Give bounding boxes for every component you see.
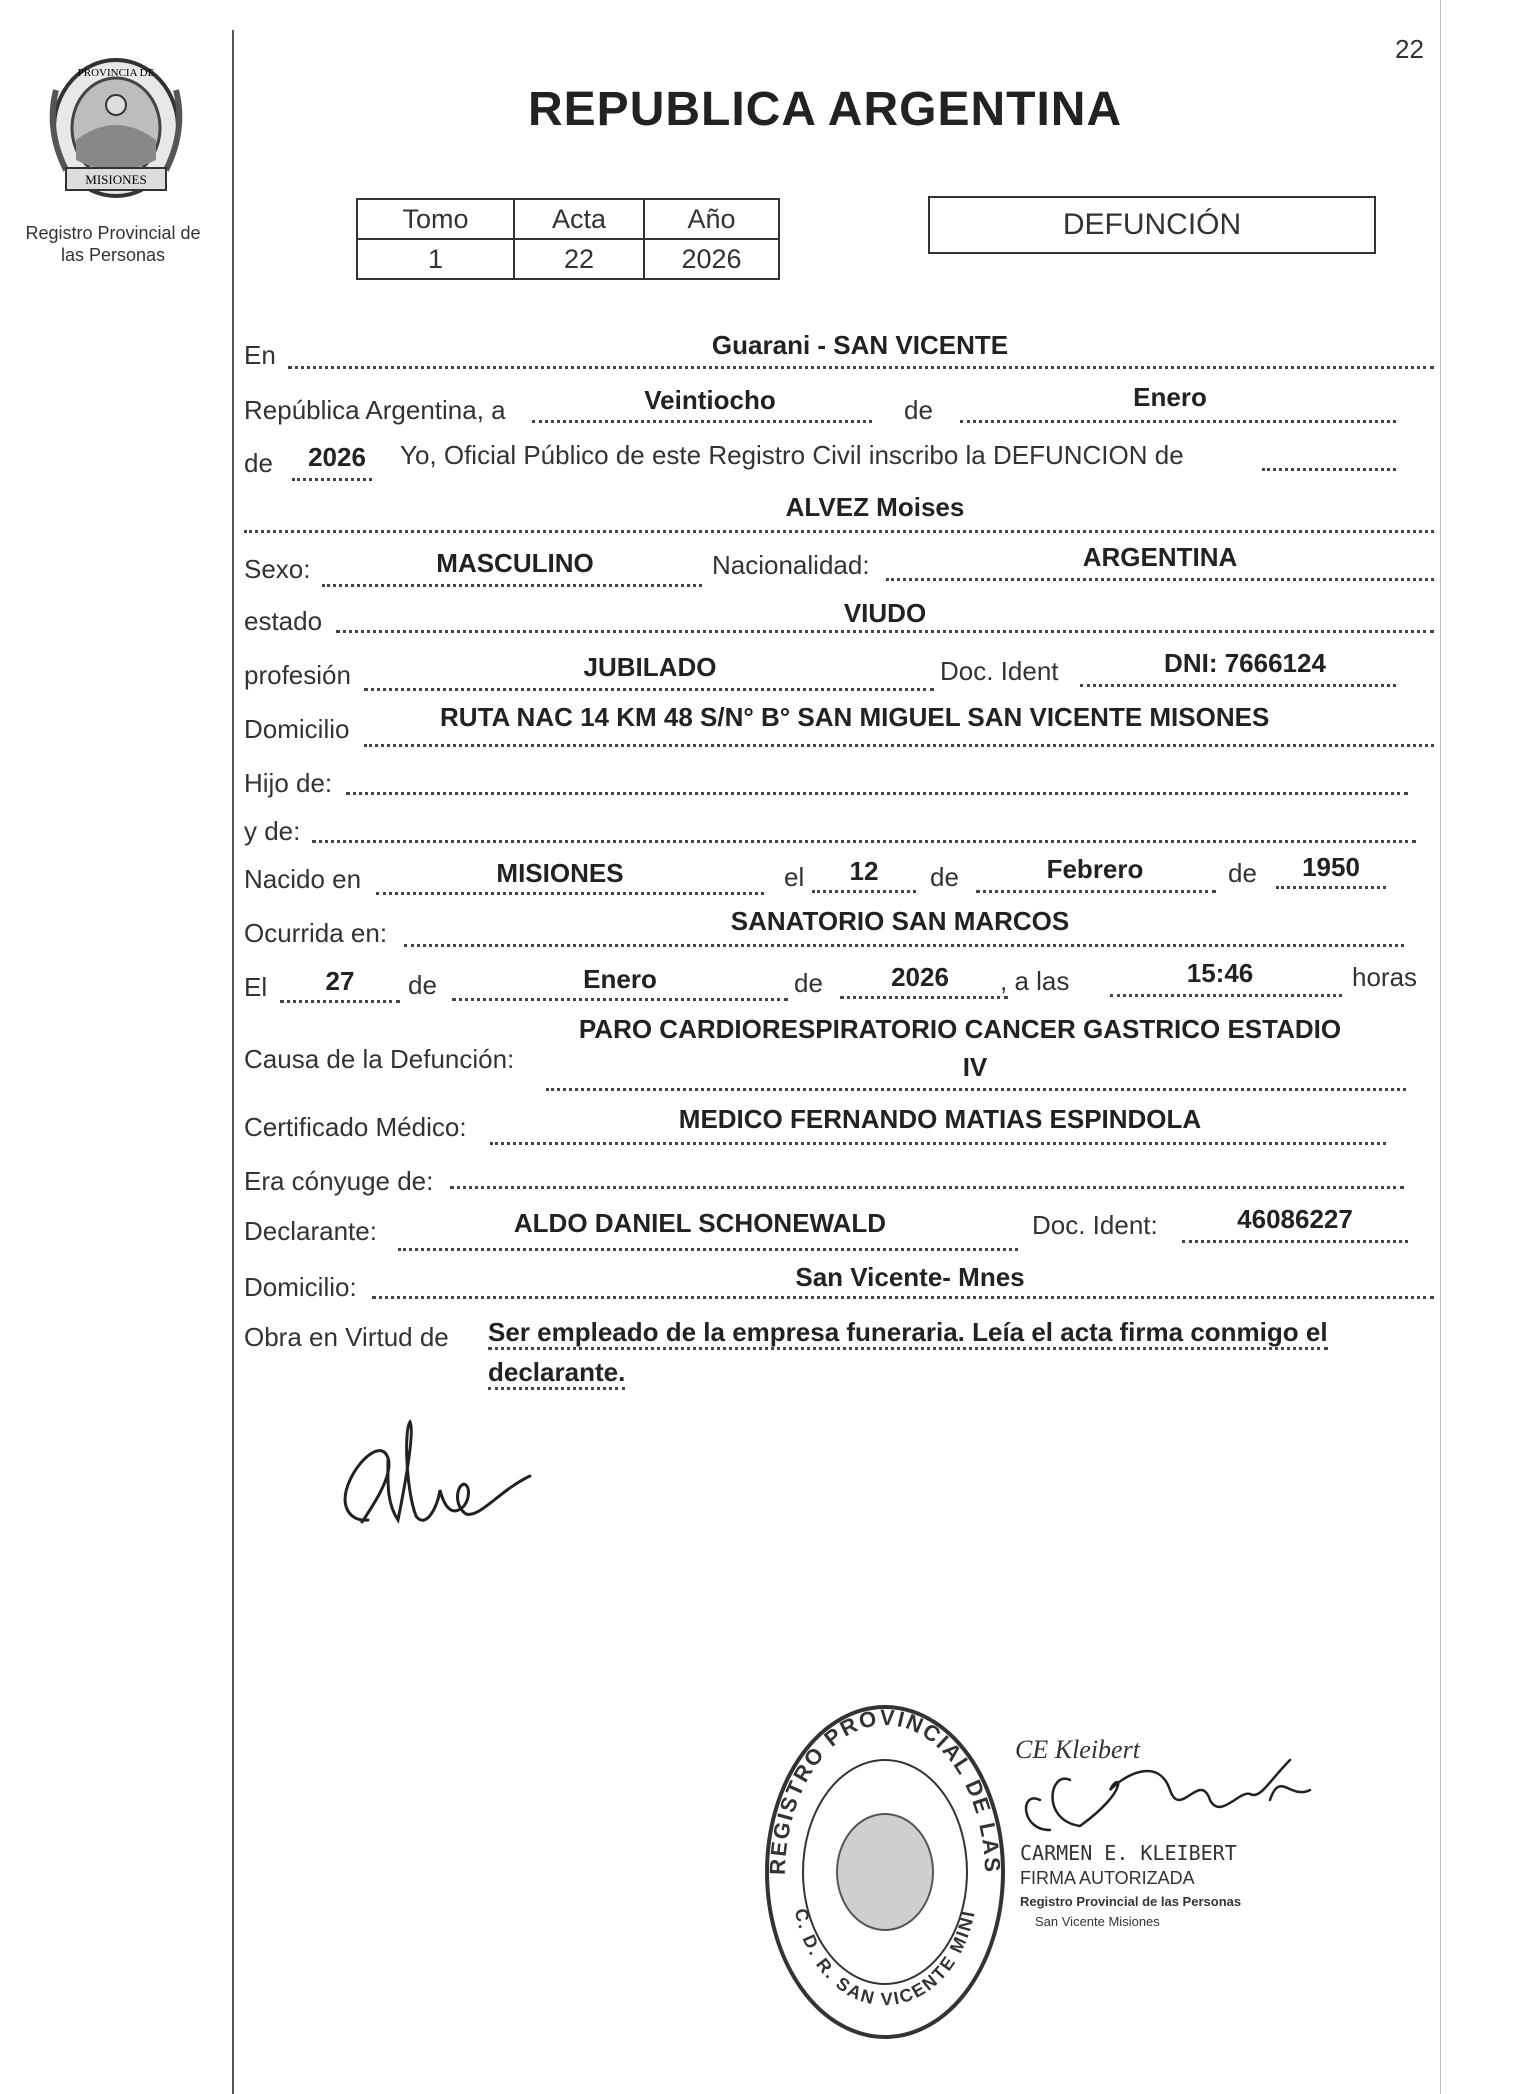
nacido-lugar-value: MISIONES [496,858,624,888]
obra-text-value: Ser empleado de la empresa funeraria. Leía el acta firma conmigo el declarante. [488,1317,1328,1390]
de-label: de [794,968,823,998]
svg-text:CE Kleibert: CE Kleibert [1015,1735,1140,1764]
de-label: de [244,448,273,478]
causa-label: Causa de la Defunción: [244,1044,515,1074]
de-label: de [408,970,437,1000]
doc-ident2-value: 46086227 [1237,1204,1353,1234]
tomo-value: 1 [357,239,514,279]
svg-text:San Vicente Misiones: San Vicente Misiones [1035,1914,1160,1929]
domicilio-value: RUTA NAC 14 KM 48 S/N° B° SAN MIGUEL SAN VICENTE MISONES [440,702,1270,732]
province-coat-of-arms-logo [36,50,196,200]
svg-text:REGISTRO PROVINCIAL DE LAS PER: REGISTRO PROVINCIAL DE LAS [764,1704,1006,1876]
declarante-value: ALDO DANIEL SCHONEWALD [513,1208,887,1238]
page-title: REPUBLICA ARGENTINA [528,83,1123,136]
sexo-value: MASCULINO [436,548,594,578]
org-name: Registro Provincial de las Personas [25,223,201,265]
sexo-label: Sexo: [244,554,311,584]
nacido-dia-value: 12 [849,856,879,886]
estado-civil-value: VIUDO [843,598,927,628]
causa-line2-value: IV [962,1052,988,1082]
svg-text:Registro Provincial de las Per: Registro Provincial de las Personas [1020,1894,1242,1909]
domicilio-label: Domicilio [244,714,350,744]
registry-table [356,198,780,280]
muerte-dia-value: 27 [325,966,355,996]
muerte-mes-value: Enero [583,964,657,994]
acta-value: 22 [514,239,644,279]
republica-label: República Argentina, a [244,395,506,425]
ocurrida-value: SANATORIO SAN MARCOS [730,906,1070,936]
mes-value: Enero [1133,382,1207,412]
de-label: de [930,862,959,892]
oficial-text: Yo, Oficial Público de este Registro Civil inscribo la DEFUNCION de [400,440,1184,470]
a-las-label: , a las [1000,966,1070,996]
obra-text [488,1312,1434,1392]
dia-texto-value: Veintiocho [644,385,776,415]
horas-label: horas [1352,962,1418,992]
page-edge-line [1440,0,1441,2094]
obra-label: Obra en Virtud de [244,1322,449,1352]
declarante-label: Declarante: [244,1216,377,1246]
causa-line1-value: PARO CARDIORESPIRATORIO CANCER GASTRICO ESTADIO [578,1014,1342,1044]
en-label: En [244,340,276,370]
profesion-label: profesión [244,660,351,690]
nacionalidad-value: ARGENTINA [1082,542,1238,572]
doc-ident2-label: Doc. Ident: [1032,1210,1158,1240]
domicilio2-label: Domicilio: [244,1272,357,1302]
muerte-anio-value: 2026 [891,962,949,992]
hora-value: 15:46 [1186,958,1254,988]
anio-label: Año [644,199,779,239]
nombre-fallecido-value: ALVEZ Moises [785,492,965,522]
hijo-de-label: Hijo de: [244,768,333,798]
de-label: de [904,395,933,425]
declarante-signature [330,1410,560,1540]
logo-text-bottom: MISIONES [85,172,147,187]
el-label: el [784,862,805,892]
domicilio2-value: San Vicente- Mnes [795,1262,1025,1292]
anio-value: 2026 [644,239,779,279]
doc-ident-label: Doc. Ident [940,656,1059,686]
svg-text:C. D. R. SAN VICENTE MINISTERI: C. D. R. SAN VICENTE MINI [790,1906,979,2010]
nacionalidad-label: Nacionalidad: [712,550,870,580]
certificado-label: Certificado Médico: [244,1112,467,1142]
doc-ident-value: DNI: 7666124 [1164,648,1326,678]
y-de-label: y de: [244,816,301,846]
record-type-box: DEFUNCIÓN [928,196,1376,254]
conyuge-label: Era cónyuge de: [244,1166,434,1196]
svg-text:CARMEN E. KLEIBERT: CARMEN E. KLEIBERT [1020,1841,1237,1865]
margin-line [232,30,234,2094]
acta-label: Acta [514,199,644,239]
profesion-value: JUBILADO [583,652,717,682]
lugar-value: Guarani - SAN VICENTE [711,330,1009,360]
page-number: 22 [1395,34,1424,64]
logo-text-top: PROVINCIA DE [77,67,155,79]
el-label: El [244,972,268,1002]
nacido-en-label: Nacido en [244,864,362,894]
nacido-mes-value: Febrero [1046,854,1144,884]
nacido-anio-value: 1950 [1302,852,1360,882]
registry-seal-stamp [760,1700,1010,2045]
anio-inscripcion-value: 2026 [308,442,366,472]
authorized-signature-stamp [1010,1730,1330,1940]
ocurrida-en-label: Ocurrida en: [244,918,388,948]
de-label: de [1228,858,1257,888]
svg-text:FIRMA AUTORIZADA: FIRMA AUTORIZADA [1020,1868,1195,1888]
certificado-value: MEDICO FERNANDO MATIAS ESPINDOLA [678,1104,1202,1134]
tomo-label: Tomo [357,199,514,239]
estado-label: estado [244,606,323,636]
